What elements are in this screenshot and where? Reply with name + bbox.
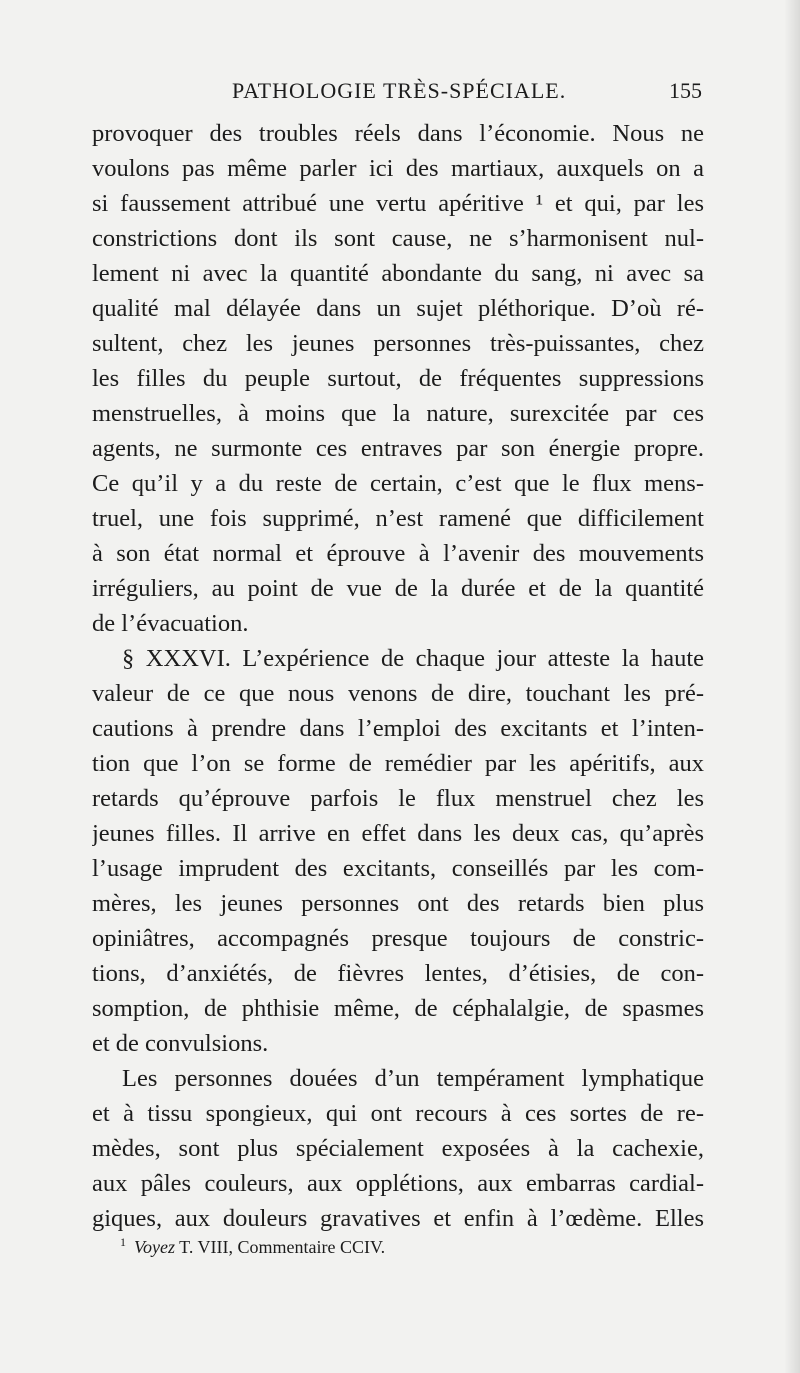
text-line: tions, d’anxiétés, de fièvres lentes, d’étisies, de con- [92,960,704,987]
text-line: menstruelles, à moins que la nature, surexcitée par ces [92,400,704,427]
text-line: si faussement attribué une vertu apéritive ¹ et qui, par les [92,190,704,217]
text-line: aux pâles couleurs, aux opplétions, aux embarras cardial- [92,1170,704,1197]
text-line: retards qu’éprouve parfois le flux menstruel chez les [92,785,704,812]
page-number: 155 [669,78,702,103]
section-heading-line: § XXXVI. L’expérience de chaque jour atteste la haute [122,645,704,672]
text-line: sultent, chez les jeunes personnes très-puissantes, chez [92,330,704,357]
text-line: constrictions dont ils sont cause, ne s’harmonisent nul- [92,225,704,252]
text-line: à son état normal et éprouve à l’avenir des mouvements [92,540,704,567]
text-line: irréguliers, au point de vue de la durée et de la quantité [92,575,704,602]
text-line: provoquer des troubles réels dans l’économie. Nous ne [92,120,704,147]
text-line: cautions à prendre dans l’emploi des excitants et l’inten- [92,715,704,742]
footnote [120,1235,385,1258]
text-line: somption, de phthisie même, de céphalalgie, de spasmes [92,995,704,1022]
paragraph-end-line: de l’évacuation. [92,610,249,637]
text-line: qualité mal délayée dans un sujet pléthorique. D’où ré- [92,295,704,322]
text-line: opiniâtres, accompagnés presque toujours de constric- [92,925,704,952]
body-text [92,116,704,1236]
text-line: agents, ne surmonte ces entraves par son énergie propre. [92,435,704,462]
paragraph-end-line: et de convulsions. [92,1030,269,1057]
text-line: jeunes filles. Il arrive en effet dans les deux cas, qu’après [92,820,704,847]
text-line: voulons pas même parler ici des martiaux, auxquels on a [92,155,704,182]
page-header [92,78,702,112]
text-line: mèdes, sont plus spécialement exposées à la cachexie, [92,1135,704,1162]
text-line: valeur de ce que nous venons de dire, touchant les pré- [92,680,704,707]
footnote-text: T. VIII, Commentaire CCIV. [179,1237,386,1257]
text-line: tion que l’on se forme de remédier par les apéritifs, aux [92,750,704,777]
text-line: Ce qu’il y a du reste de certain, c’est que le flux mens- [92,470,704,497]
footnote-marker: 1 [120,1235,126,1249]
text-line: mères, les jeunes personnes ont des retards bien plus [92,890,704,917]
page-edge-shadow [784,0,800,1373]
footnote-italic-text: Voyez [134,1237,175,1257]
text-line: lement ni avec la quantité abondante du sang, ni avec sa [92,260,704,287]
text-line: les filles du peuple surtout, de fréquentes suppressions [92,365,704,392]
paragraph-start-line: Les personnes douées d’un tempérament lymphatique [122,1065,704,1092]
text-line: truel, une fois supprimé, n’est ramené que difficilement [92,505,704,532]
text-line: et à tissu spongieux, qui ont recours à ces sortes de re- [92,1100,704,1127]
text-line: giques, aux douleurs gravatives et enfin à l’œdème. Elles [92,1205,704,1232]
text-line: l’usage imprudent des excitants, conseillés par les com- [92,855,704,882]
running-title: PATHOLOGIE TRÈS-SPÉCIALE. [232,78,567,103]
